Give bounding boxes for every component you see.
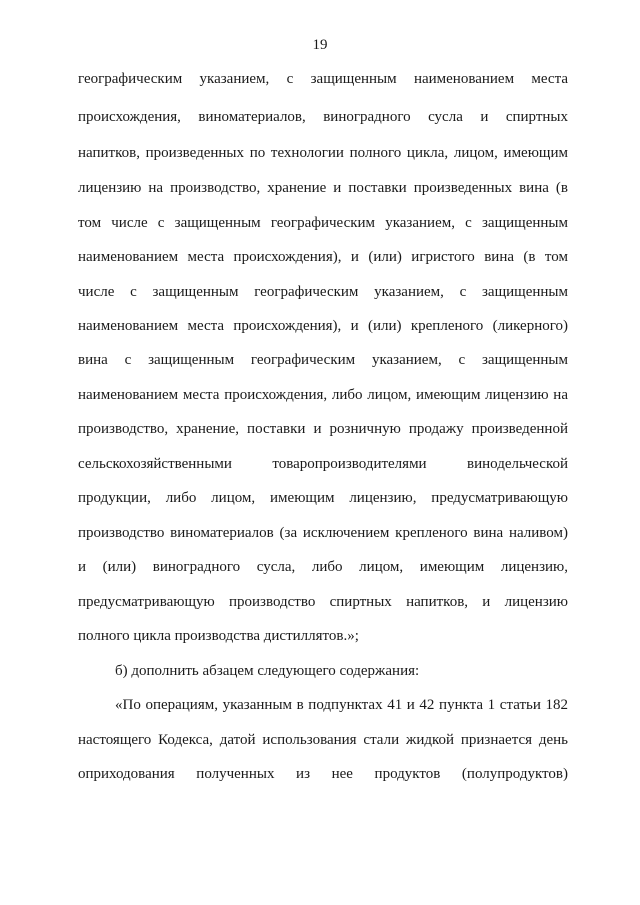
text-line: том числе с защищенным географическим указанием, с защищенным bbox=[78, 215, 568, 231]
text-line: географическим указанием, с защищенным наименованием места bbox=[78, 71, 568, 87]
text-line: полного цикла производства дистиллятов.»; bbox=[78, 628, 359, 644]
text-line: производство виноматериалов (за исключением крепленого вина наливом) bbox=[78, 525, 568, 541]
text-line: вина с защищенным географическим указанием, с защищенным bbox=[78, 352, 568, 368]
page-number: 19 bbox=[312, 37, 328, 53]
text-line: производство, хранение, поставки и розничную продажу произведенной bbox=[78, 421, 568, 437]
text-line: предусматривающую производство спиртных напитков, и лицензию bbox=[78, 594, 568, 610]
text-line: продукции, либо лицом, имеющим лицензию, предусматривающую bbox=[78, 490, 568, 506]
text-line: оприходования полученных из нее продуктов (полупродуктов) bbox=[78, 766, 568, 782]
text-line: «По операциям, указанным в подпунктах 41 и 42 пункта 1 статьи 182 bbox=[115, 697, 568, 713]
text-line: б) дополнить абзацем следующего содержания: bbox=[115, 663, 420, 679]
text-line: напитков, произведенных по технологии полного цикла, лицом, имеющим bbox=[78, 145, 568, 161]
text-line: настоящего Кодекса, датой использования стали жидкой признается день bbox=[78, 732, 568, 748]
text-line: наименованием места происхождения), и (или) игристого вина (в том bbox=[78, 249, 568, 265]
text-line: сельскохозяйственными товаропроизводителями винодельческой bbox=[78, 456, 568, 472]
text-line: наименованием места происхождения), и (или) крепленого (ликерного) bbox=[78, 318, 568, 334]
text-line: лицензию на производство, хранение и поставки произведенных вина (в bbox=[78, 180, 568, 196]
text-line: числе с защищенным географическим указанием, с защищенным bbox=[78, 284, 568, 300]
text-line: и (или) виноградного сусла, либо лицом, имеющим лицензию, bbox=[78, 559, 568, 575]
text-line: происхождения, виноматериалов, виноградного сусла и спиртных bbox=[78, 109, 568, 125]
text-line: наименованием места происхождения, либо лицом, имеющим лицензию на bbox=[78, 387, 568, 403]
